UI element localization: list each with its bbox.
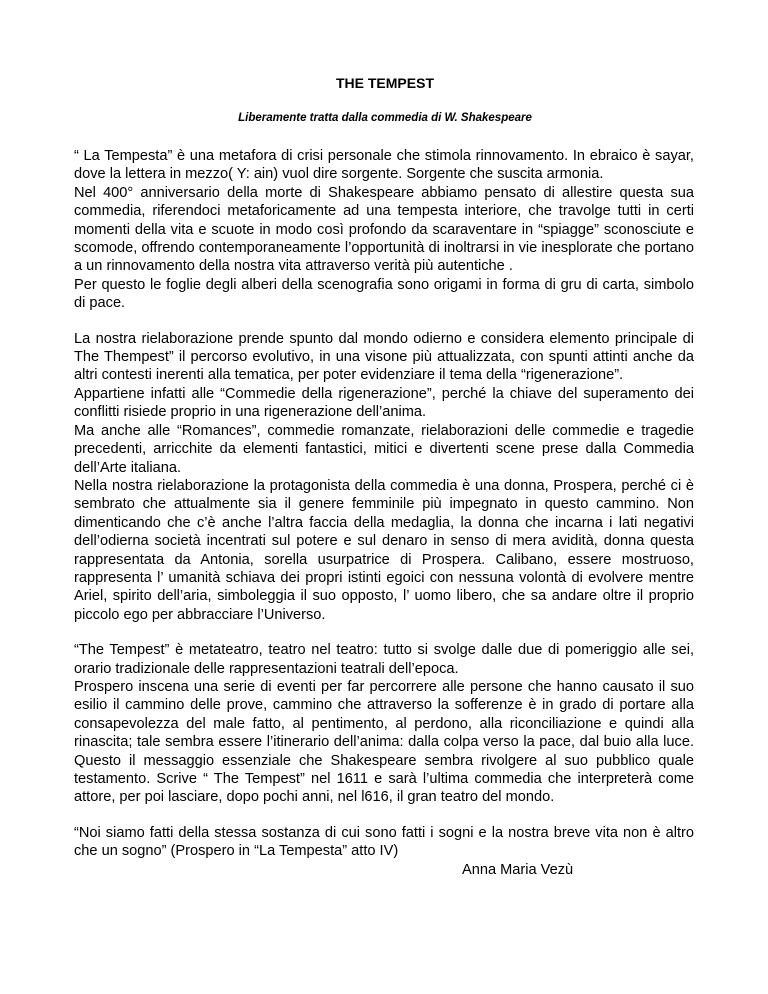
document-body: [74, 147, 694, 879]
section-2: [74, 330, 694, 625]
quote-paragraph: “Noi siamo fatti della stessa sostanza di cui sono fatti i sogni e la nostra breve vita non è altro che un sogno” (Prospero in “La Tempesta” atto IV): [74, 824, 694, 860]
document-title: THE TEMPEST: [335, 75, 434, 91]
section-1: [74, 147, 694, 313]
paragraph: “The Tempest” è metateatro, teatro nel teatro: tutto si svolge dalle due di pomeriggio alle sei, orario tradizionale delle rappresentazioni teatrali dell’epoca.: [74, 642, 694, 677]
paragraph: Nella nostra rielaborazione la protagonista della commedia è una donna, Prospera, perché ci è sembrato che attualmente sia il genere femminile più impegnato in questo cammino. Non dimenticando che c’è anche l’altra faccia della medaglia, la donna che incarna i lati negativi dell’odierna società incentrati sul potere e sul denaro in senso di mera avidità, donna questa rappresentata da Antonia, sorella usurpatrice di Prospera. Calibano, essere mostruoso, rappresenta l’ umanità schiava dei propri istinti egoici con nessuna volontà di evolvere mentre Ariel, spirito dell’aria, simboleggia il suo opposto, l’ uomo libero, che sa andare oltre il proprio piccolo ego per abbracciare l’Universo.: [74, 477, 694, 623]
document-page: [74, 75, 694, 879]
section-4: [74, 824, 694, 861]
paragraph: Nel 400° anniversario della morte di Shakespeare abbiamo pensato di allestire questa sua commedia, riferendoci metaforicamente ad una tempesta interiore, che travolge tutti in certi momenti della vita e scuote in modo così profondo da scaraventare in “spiagge” sconosciute e scomode, offrendo contemporaneamente l’opportunità di inoltrarsi in vie inesplorate che portano a un rinnovamento della nostra vita attraverso verità più autentiche .: [74, 184, 694, 275]
document-subtitle: Liberamente tratta dalla commedia di W. Shakespeare: [238, 112, 532, 124]
paragraph: Ma anche alle “Romances”, commedie romanzate, rielaborazioni delle commedie e tragedie precedenti, arricchite da elementi fantastici, mitici e divertenti scene prese dalla Commedia dell’Arte italiana.: [74, 422, 694, 476]
paragraph: Prospero inscena una serie di eventi per far percorrere alle persone che hanno causato il suo esilio il cammino delle prove, cammino che attraverso la sofferenze è in grado di portare alla consapevolezza del male fatto, al pentimento, al perdono, alla riconciliazione e quindi alla rinascita; tale sembra essere l’itinerario dell’anima: dalla colpa verso la pace, dal buio alla luce. Questo il messaggio essenziale che Shakespeare sembra rivolgere al suo pubblico quale testamento. Scrive “ The Tempest” nel 1611 e sarà l’ultima commedia che interpreterà come attore, per poi lasciare, dopo pochi anni, nel l616, il gran teatro del mondo.: [74, 678, 694, 806]
paragraph-gap: [74, 807, 694, 824]
author-signature: Anna Maria Vezù: [462, 861, 574, 878]
paragraph-gap: [74, 624, 694, 641]
paragraph: “ La Tempesta” è una metafora di crisi personale che stimola rinnovamento. In ebraico è sayar, dove la lettera in mezzo( Y: ain) vuol dire sorgente. Sorgente che suscita armonia.: [74, 148, 694, 183]
section-3: [74, 641, 694, 807]
paragraph: Appartiene infatti alle “Commedie della rigenerazione”, perché la chiave del superamento dei conflitti risiede proprio in una rigenerazione dell’anima.: [74, 385, 694, 421]
paragraph-gap: [74, 313, 694, 330]
paragraph: La nostra rielaborazione prende spunto dal mondo odierno e considera elemento principale di The Thempest” il percorso evolutivo, in una visone più attualizzata, con spunti attinti anche da altri contesti inerenti alla tematica, per poter evidenziare il tema della “rigenerazione”.: [74, 330, 694, 384]
paragraph: Per questo le foglie degli alberi della scenografia sono origami in forma di gru di carta, simbolo di pace.: [74, 276, 694, 312]
